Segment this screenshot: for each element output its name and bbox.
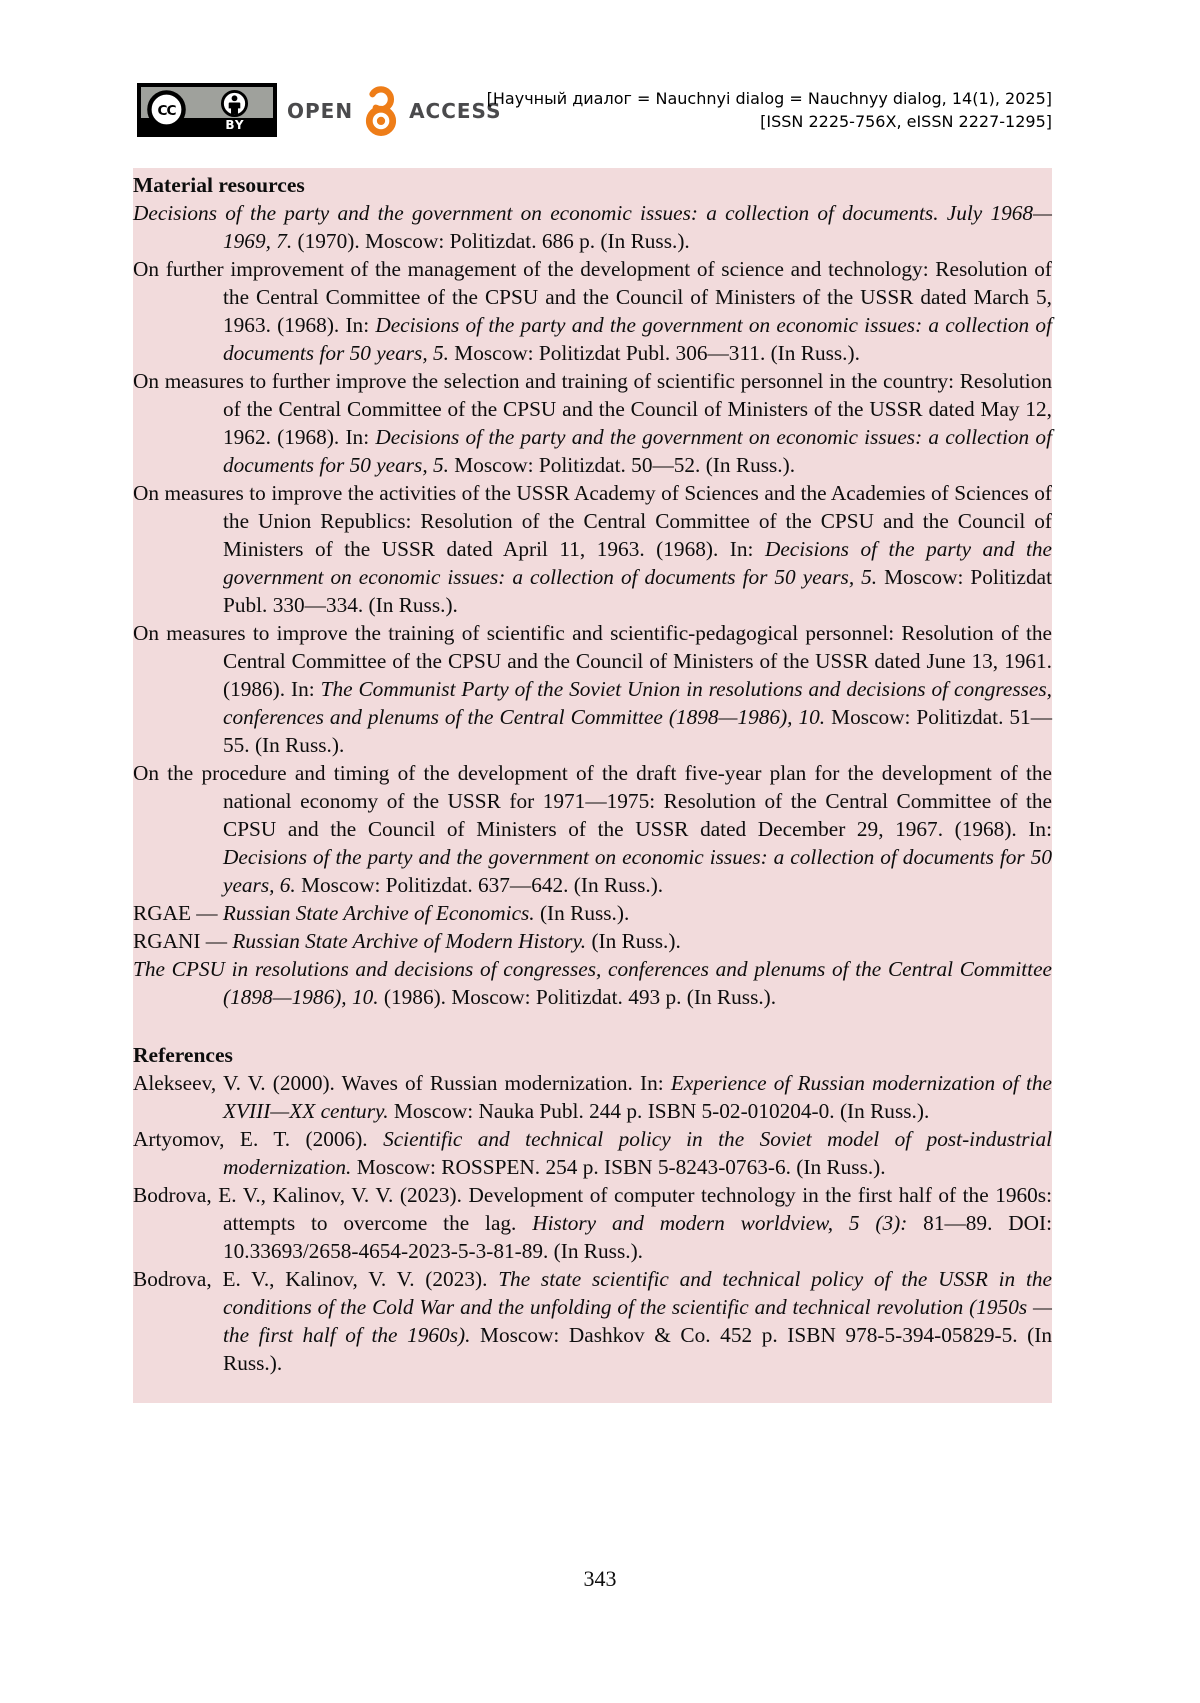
reference-text: Moscow: Politizdat Publ. 330—334. (In Russ.).	[223, 565, 1052, 617]
open-access-access-label: ACCESS	[409, 99, 502, 123]
reference-text: On measures to improve the activities of the USSR Academy of Sciences and the Academies of Sciences of the Union Republics: Resolution of the Central Committee of the CPSU and the Council of Ministers of the USSR dated April 11, 1963. (1968). In:	[133, 481, 1052, 561]
reference-text: Moscow: Politizdat. 50—52. (In Russ.).	[448, 453, 796, 477]
reference-entry	[133, 1265, 1052, 1377]
reference-text: Moscow: Politizdat. 637—642. (In Russ.).	[295, 873, 664, 897]
reference-text: (In Russ.).	[534, 901, 630, 925]
reference-entry	[133, 759, 1052, 899]
reference-text: Artyomov, E. T. (2006).	[133, 1127, 384, 1151]
reference-title-italic: Decisions of the party and the government on economic issues: a collection of documents for 50 years, 6.	[223, 845, 1052, 897]
cc-by-badge	[137, 83, 277, 137]
reference-text: Alekseev, V. V. (2000). Waves of Russian modernization. In:	[133, 1071, 671, 1095]
open-access-open-label: OPEN	[287, 99, 354, 123]
attribution-person-icon	[220, 89, 249, 118]
journal-line-1: [Научный диалог = Nauchnyi dialog = Nauchnyy dialog, 14(1), 2025]	[486, 89, 1052, 108]
reference-text: Moscow: Nauka Publ. 244 p. ISBN 5-02-010204-0. (In Russ.).	[388, 1099, 930, 1123]
reference-text: On measures to improve the training of scientific and scientific-pedagogical personnel: Resolution of the Central Committee of the CPSU and the Council of Ministers of the USSR dated June 13, 1961. (1986). In:	[133, 621, 1052, 701]
reference-title-italic: Decisions of the party and the government on economic issues: a collection of documents. July 1968—1969, 7.	[133, 201, 1052, 253]
reference-title-italic: The Communist Party of the Soviet Union in resolutions and decisions of congresses, conferences and plenums of the Central Committee (1898—1986), 10.	[223, 677, 1052, 729]
section-heading: Material resources	[133, 173, 305, 197]
reference-text: Moscow: Dashkov & Co. 452 p. ISBN 978-5-394-05829-5. (In Russ.).	[223, 1323, 1052, 1375]
open-lock-icon	[360, 84, 402, 138]
reference-entry	[133, 255, 1052, 367]
cc-letters: CC	[157, 102, 176, 119]
reference-entry	[133, 479, 1052, 619]
reference-title-italic: The CPSU in resolutions and decisions of congresses, conferences and plenums of the Central Committee (1898—1986), 10.	[133, 957, 1052, 1009]
reference-entry	[133, 1125, 1052, 1181]
reference-title-italic: Experience of Russian modernization of the XVIII—XX century.	[223, 1071, 1052, 1123]
journal-info	[487, 87, 1052, 133]
reference-entry	[133, 927, 1052, 955]
reference-text: Bodrova, E. V., Kalinov, V. V. (2023). Development of computer technology in the first half of the 1960s: attempts to overcome the lag.	[133, 1183, 1052, 1235]
reference-text: On measures to further improve the selection and training of scientific personnel in the country: Resolution of the Central Committee of the CPSU and the Council of Ministers of the USSR dated May 12, 1962. (1968). In:	[133, 369, 1052, 449]
reference-title-italic: Decisions of the party and the government on economic issues: a collection of documents for 50 years, 5.	[223, 537, 1052, 589]
reference-title-italic: The state scientific and technical policy of the USSR in the conditions of the Cold War and the unfolding of the scientific and technical revolution (1950s — the first half of the 1960s).	[223, 1267, 1052, 1347]
reference-entry	[133, 199, 1052, 255]
reference-title-italic: Scientific and technical policy in the Soviet model of post-industrial modernization.	[223, 1127, 1053, 1179]
open-access-logo	[287, 84, 501, 138]
section-heading: References	[133, 1043, 233, 1067]
reference-text: (1986). Moscow: Politizdat. 493 p. (In Russ.).	[378, 985, 777, 1009]
reference-title-italic: Decisions of the party and the government on economic issues: a collection of documents for 50 years, 5.	[223, 425, 1052, 477]
reference-entry	[133, 899, 1052, 927]
reference-text: (In Russ.).	[586, 929, 681, 953]
reference-text: RGANI —	[133, 929, 233, 953]
reference-text: On the procedure and timing of the development of the draft five-year plan for the development of the national economy of the USSR for 1971—1975: Resolution of the Central Committee of the CPSU and the Council of Ministers of the USSR dated December 29, 1967. (1968). In:	[133, 761, 1052, 841]
reference-text: Moscow: Politizdat Publ. 306—311. (In Russ.).	[448, 341, 860, 365]
reference-entry	[133, 1069, 1052, 1125]
reference-text: Bodrova, E. V., Kalinov, V. V. (2023).	[133, 1267, 499, 1291]
reference-title-italic: Decisions of the party and the government on economic issues: a collection of documents for 50 years, 5.	[223, 313, 1052, 365]
reference-title-italic: Russian State Archive of Modern History.	[232, 929, 587, 953]
reference-title-italic: History and modern worldview, 5 (3):	[532, 1211, 908, 1235]
reference-entry	[133, 619, 1052, 759]
reference-text: RGAE —	[133, 901, 223, 925]
journal-line-2: [ISSN 2225-756X, eISSN 2227-1295]	[760, 112, 1052, 131]
reference-text: Moscow: ROSSPEN. 254 p. ISBN 5-8243-0763-6. (In Russ.).	[351, 1155, 886, 1179]
page-number: 343	[583, 1566, 617, 1591]
references-panel	[133, 168, 1052, 1403]
reference-entry	[133, 1181, 1052, 1265]
reference-text: 81—89. DOI: 10.33693/2658-4654-2023-5-3-81-89. (In Russ.).	[223, 1211, 1052, 1263]
reference-entry	[133, 367, 1052, 479]
reference-text: On further improvement of the management of the development of science and technology: Resolution of the Central Committee of the CPSU and the Council of Ministers of the USSR dated March 5, 1963. (1968). In:	[133, 257, 1052, 337]
reference-entry	[133, 955, 1052, 1011]
reference-title-italic: Russian State Archive of Economics.	[222, 901, 535, 925]
reference-text: Moscow: Politizdat. 51—55. (In Russ.).	[223, 705, 1052, 757]
cc-by-label: BY	[225, 118, 245, 132]
cc-logo-icon	[146, 89, 187, 130]
reference-text: (1970). Moscow: Politizdat. 686 p. (In Russ.).	[292, 229, 690, 253]
